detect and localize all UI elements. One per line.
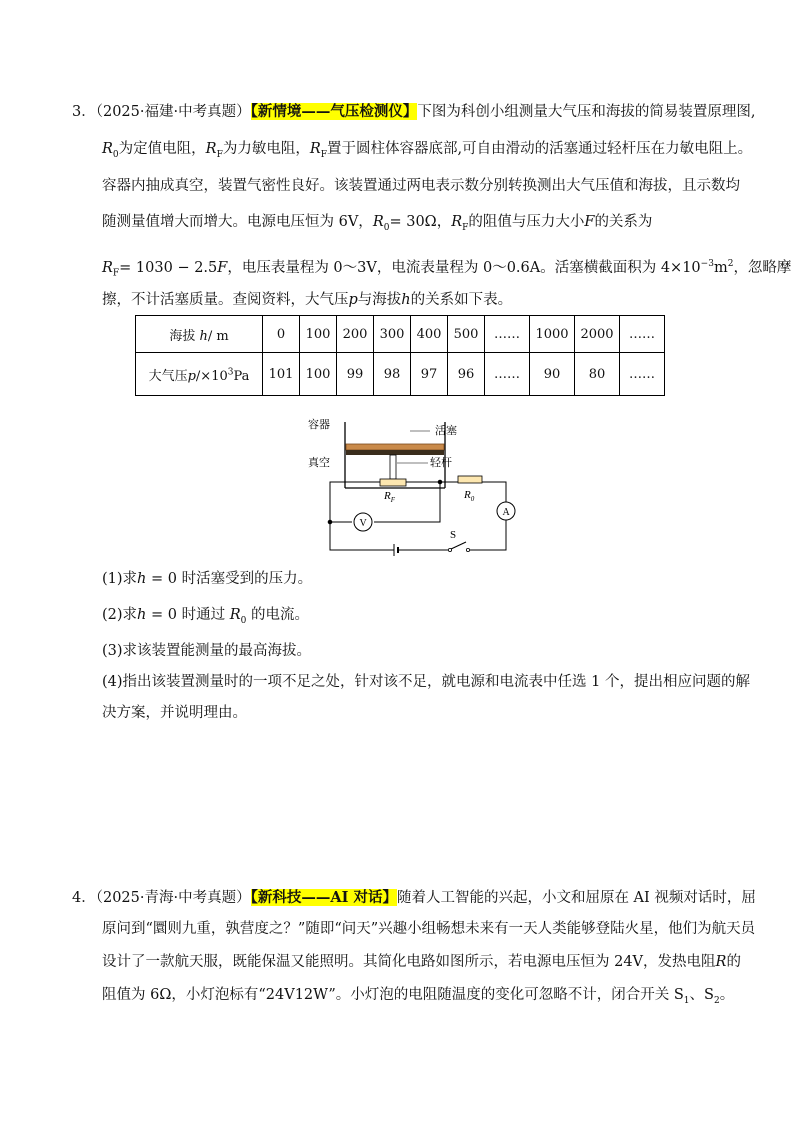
r0-label: $R_0$ [464,489,475,503]
q4-line-1: 4．（2025·青海·中考真题）【新科技——AI 对话】随着人工智能的兴起，小文和屈原在 AI 视频对话时，屈 [72,889,756,906]
switch-icon [451,542,466,549]
table-cell: 99 [337,353,374,396]
table-cell: 300 [374,316,411,353]
wire-right-bottom [470,520,506,550]
table-cell: 96 [448,353,485,396]
wire-right-top [482,482,506,502]
container-label: 容器 [308,419,330,431]
q3-line-5: $R_F= 1030 - 2.5F$，电压表量程为 0～3V，电流表量程为 0～0.6A。活塞横截面积为 $4\times 10^{-3}m^2$，忽略摩 [102,259,792,279]
table-cell: 100 [300,316,337,353]
q4-line-3: 设计了一款航天服，既能保温又能照明。其简化电路如图所示，若电源电压恒为 24V，发热电阻R的 [102,954,741,970]
q3-line-1 [72,102,755,122]
q3-sub-3: (3)求该装置能测量的最高海拔。 [102,643,312,659]
rod-label: 轻杆 [430,457,452,469]
ammeter-label: A [502,507,510,518]
q4-line-2: 原问到“圜则九重，孰营度之？”随即“问天”兴趣小组畅想未来有一天人类能够登陆火星，他们为航天员 [102,921,756,937]
table-row-altitude [136,316,665,353]
q3-tag: 【新情境——气压检测仪】 [250,103,418,120]
rf-resistor [380,479,406,486]
q3-sub-4-cont: 决方案，并说明理由。 [102,705,247,721]
q3-text-1: 下图为科创小组测量大气压和海拔的简易装置原理图, [417,104,756,120]
table-cell: …… [485,353,530,396]
vacuum-label: 真空 [308,457,330,469]
node [328,520,332,524]
piston-label: 活塞 [435,425,457,437]
table-cell: 400 [411,316,448,353]
r0-resistor [458,476,482,483]
table-cell: …… [620,316,665,353]
circuit-diagram [290,418,520,558]
q3-line-4: 随测量值增大而增大。电源电压恒为 6V，$R_0= 30\Omega$，$R_F$的阻值与压力大小F的关系为 [102,214,653,233]
table-cell: 90 [530,353,575,396]
q4-tag: 【新科技——AI 对话】 [250,889,397,906]
table-cell: 0 [263,316,300,353]
table-cell: …… [485,316,530,353]
q3-sub-4: (4)指出该装置测量时的一项不足之处，针对该不足，就电源和电流表中任选 1 个，提出相应问题的解 [102,674,750,690]
table-cell: …… [620,353,665,396]
q3-line-2: $R_0$为定值电阻，$R_F$为力敏电阻，$R_F$置于圆柱体容器底部,可自由滑动的活塞通过轻杆压在力敏电阻上。 [102,141,753,160]
table-cell: 2000 [575,316,620,353]
table-header-altitude: 海拔 h/ m [136,316,263,353]
altitude-pressure-table [135,315,665,396]
piston-base [346,450,444,455]
switch-contact [466,548,469,551]
table-cell: 1000 [530,316,575,353]
piston [346,444,444,450]
rf-label: $R_F$ [384,490,396,504]
table-cell: 200 [337,316,374,353]
voltmeter-label: V [359,518,367,529]
node [438,480,442,484]
table-cell: 100 [300,353,337,396]
table-cell: 98 [374,353,411,396]
q4-number: 4． [72,890,96,906]
q4-source: （2025·青海·中考真题） [95,890,251,906]
table-cell: 97 [411,353,448,396]
table-cell: 500 [448,316,485,353]
q3-source: （2025·福建·中考真题） [95,104,251,120]
table-cell: 101 [263,353,300,396]
q3-line-6: 擦，不计活塞质量。查阅资料，大气压p与海拔h的关系如下表。 [102,292,513,308]
table-header-pressure: 大气压$p/\times 10^3Pa$ [136,353,263,396]
q3-sub-1: (1)求h = 0 时活塞受到的压力。 [102,571,313,587]
table-row-pressure [136,353,665,396]
rod [390,455,396,479]
q3-sub-2: (2)求h = 0 时通过 $R_0$ 的电流。 [102,607,309,626]
q4-line-4: 阻值为 6Ω，小灯泡标有“24V12W”。小灯泡的电阻随温度的变化可忽略不计，闭合开关 $S_1$、$S_2$。 [102,987,735,1006]
q3-number: 3． [72,104,96,120]
q3-line-3: 容器内抽成真空，装置气密性良好。该装置通过两电表示数分别转换测出大气压值和海拔，且示数均 [102,178,740,194]
table-cell: 80 [575,353,620,396]
switch-label: S [450,529,457,541]
